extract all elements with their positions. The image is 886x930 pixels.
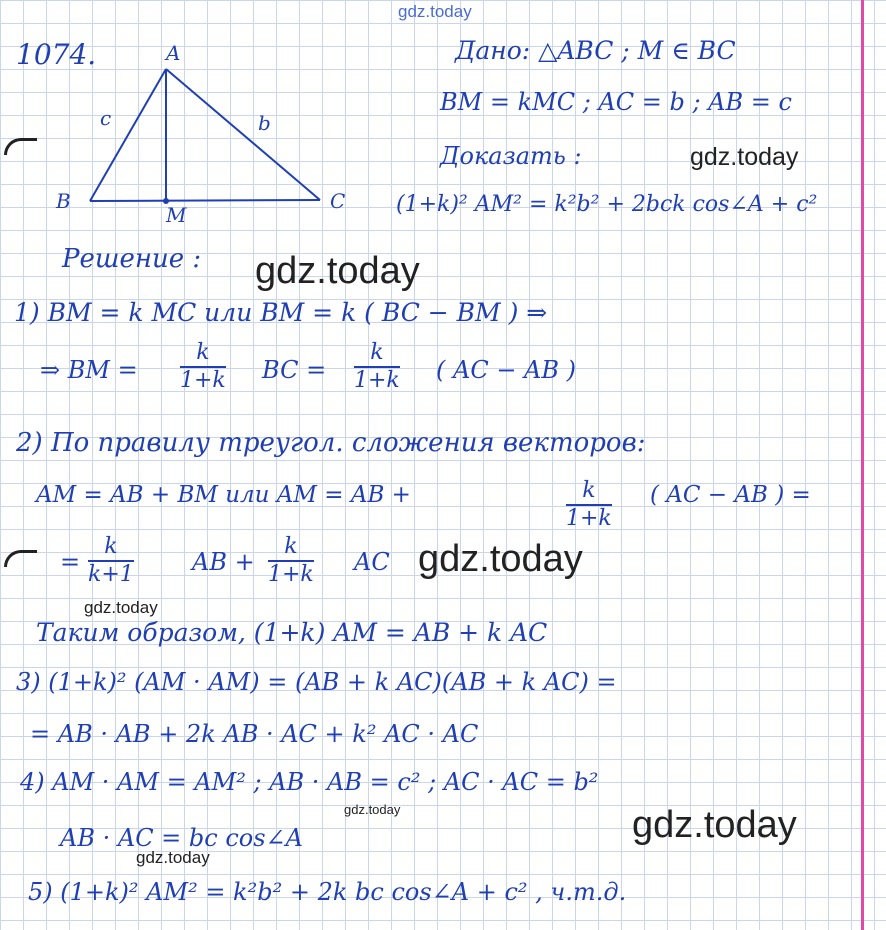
fraction-k-over-1-plus-k (566, 480, 612, 530)
fraction-k-over-1-plus-k (180, 342, 226, 392)
step-2-line-1: 2) По правилу треугол. сложения векторов: (16, 428, 646, 458)
fraction-numerator: k (180, 342, 226, 368)
prove-formula: (1+k)² AM² = k²b² + 2bck cos∠A + c² (396, 192, 818, 217)
binder-hole-mark (4, 138, 37, 155)
step-1-line-2-tail: ( AC − AB ) (436, 356, 577, 384)
fraction-k-over-k-plus-1 (88, 536, 134, 586)
side-bc (90, 200, 320, 201)
fraction-denominator: k+1 (88, 562, 134, 587)
solution-label: Решение : (62, 244, 202, 274)
problem-number: 1074. (16, 38, 97, 71)
step-4-line-2: AB · AC = bc cos∠A (60, 824, 303, 852)
step-2-line-2-start: AM = AB + BM или AM = AB + (36, 482, 411, 508)
step-2-line-3-mid: AB + (192, 548, 255, 576)
step-1-line-2-start: ⇒ BM = (40, 356, 138, 384)
watermark: gdz.today (136, 848, 210, 867)
binder-hole-mark (4, 550, 37, 567)
step-1-line-1: 1) BM = k MC или BM = k ( BC − BM ) ⇒ (14, 298, 548, 327)
fraction-numerator: k (566, 480, 612, 506)
given-line-1: Дано: △ABC ; M ∈ BC (455, 36, 736, 65)
fraction-k-over-1-plus-k (354, 342, 400, 392)
watermark: gdz.today (632, 804, 797, 846)
step-2-line-3-tail: AC (354, 548, 390, 576)
point-m-label: M (166, 203, 187, 227)
watermark: gdz.today (418, 538, 583, 580)
vertex-b-label: B (56, 189, 71, 213)
side-c-label: c (100, 106, 112, 130)
watermark: gdz.today (690, 143, 799, 171)
fraction-numerator: k (354, 342, 400, 368)
step-1-line-2-mid: BC = (262, 356, 327, 384)
prove-label: Доказать : (440, 142, 582, 170)
step-3-line-2: = AB · AB + 2k AB · AC + k² AC · AC (30, 720, 479, 748)
step-3-line-1: 3) (1+k)² (AM · AM) = (AB + k AC)(AB + k AC) = (16, 668, 617, 696)
fraction-numerator: k (88, 536, 134, 562)
fraction-denominator: 1+k (354, 368, 400, 393)
page-margin-line (861, 0, 864, 930)
fraction-denominator: 1+k (180, 368, 226, 393)
fraction-denominator: 1+k (268, 562, 314, 587)
side-ab (90, 69, 166, 201)
fraction-k-over-1-plus-k (268, 536, 314, 586)
step-4-line-1: 4) AM · AM = AM² ; AB · AB = c² ; AC · AC = b² (20, 768, 599, 796)
side-b-label: b (258, 111, 271, 135)
triangle-figure (50, 40, 350, 230)
step-5-line: 5) (1+k)² AM² = k²b² + 2k bc cos∠A + c² , ч.т.д. (28, 878, 627, 906)
conclusion-line: Таким образом, (1+k) AM = AB + k AC (36, 618, 548, 647)
step-2-line-3-start: = (60, 548, 81, 576)
watermark: gdz.today (255, 250, 420, 292)
fraction-numerator: k (268, 536, 314, 562)
watermark: gdz.today (84, 598, 158, 617)
vertex-c-label: C (330, 189, 346, 213)
given-line-2: BM = kMC ; AC = b ; AB = c (440, 88, 792, 116)
vertex-a-label: A (166, 41, 181, 65)
fraction-denominator: 1+k (566, 506, 612, 531)
watermark: gdz.today (398, 2, 472, 21)
step-2-line-2-tail: ( AC − AB ) = (650, 482, 811, 508)
side-ac (166, 69, 320, 200)
watermark: gdz.today (344, 802, 401, 817)
